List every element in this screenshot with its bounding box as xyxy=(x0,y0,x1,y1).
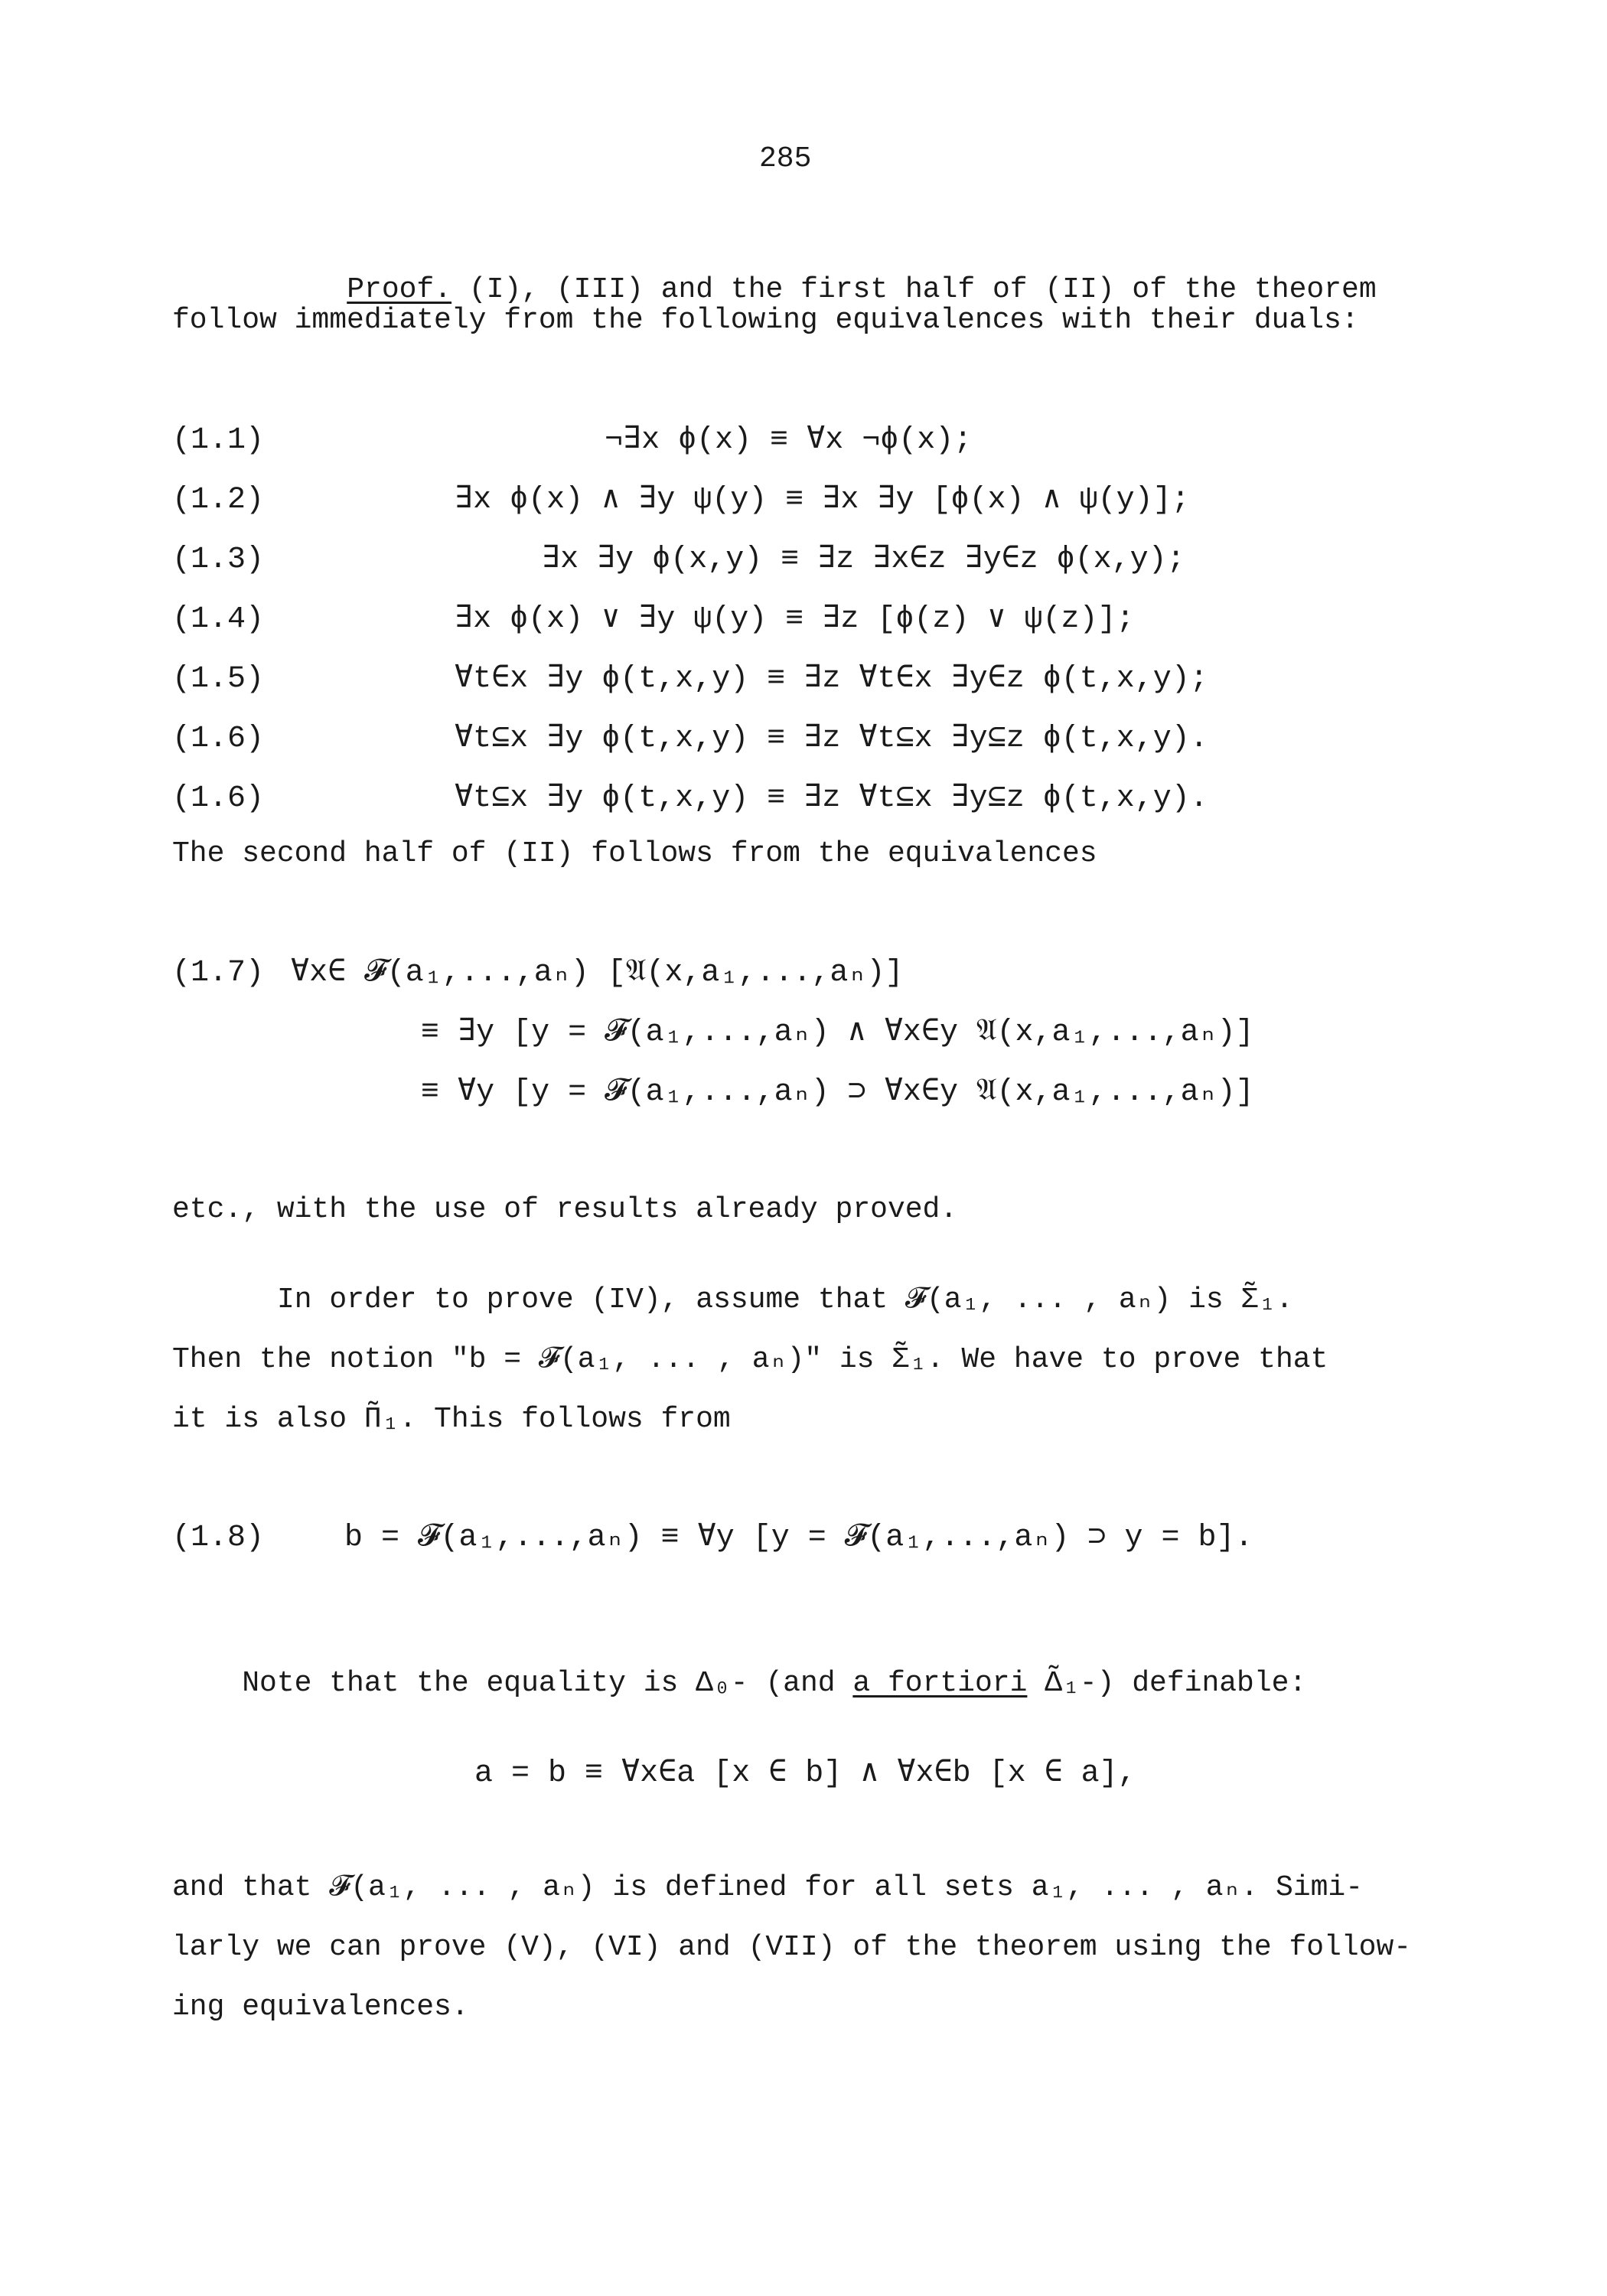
equation-formula: b = 𝓕(a₁,...,aₙ) ≡ ∀y [y = 𝓕(a₁,...,aₙ) ⊃ y = b]. xyxy=(344,1521,1253,1555)
a-fortiori-phrase: a fortiori xyxy=(852,1667,1028,1700)
paragraph-similarly-line-1: and that 𝓕(a₁, ... , aₙ) is defined for all sets a₁, ... , aₙ. Simi- xyxy=(172,1871,1364,1904)
equation-formula: ¬∃x ϕ(x) ≡ ∀x ¬ϕ(x); xyxy=(605,423,973,458)
equation-1-7-line-1: ∀x∈ 𝓕(a₁,...,aₙ) [𝔄(x,a₁,...,aₙ)] xyxy=(291,956,904,990)
equality-definition: a = b ≡ ∀x∈a [x ∈ b] ∧ ∀x∈b [x ∈ a], xyxy=(474,1756,1136,1791)
paragraph-similarly-line-3: ing equivalences. xyxy=(172,1991,469,2024)
paragraph-prove-iv-line-1: In order to prove (IV), assume that 𝓕(a₁, ... , aₙ) is Σ̃₁. xyxy=(277,1283,1293,1316)
equation-label: (1.8) xyxy=(172,1521,265,1555)
paragraph-prove-iv-line-3: it is also Π̃₁. This follows from xyxy=(172,1403,731,1436)
note-text-after: Δ̃₁-) definable: xyxy=(1027,1667,1307,1700)
equation-label: (1.1) xyxy=(172,423,265,458)
equation-formula: ∀t⊆x ∃y ϕ(t,x,y) ≡ ∃z ∀t⊆x ∃y⊆z ϕ(t,x,y). xyxy=(455,781,1208,816)
paragraph-similarly-line-2: larly we can prove (V), (VI) and (VII) of the theorem using the follow- xyxy=(172,1931,1412,1964)
equation-formula: ∃x ϕ(x) ∨ ∃y ψ(y) ≡ ∃z [ϕ(z) ∨ ψ(z)]; xyxy=(455,602,1135,637)
proof-label: Proof. xyxy=(347,273,452,306)
paragraph-proof-line-2: follow immediately from the following equivalences with their duals: xyxy=(172,304,1359,337)
equation-label: (1.4) xyxy=(172,602,265,637)
equation-label: (1.3) xyxy=(172,543,265,577)
equation-1-7-line-3: ≡ ∀y [y = 𝓕(a₁,...,aₙ) ⊃ ∀x∈y 𝔄(x,a₁,...,aₙ)] xyxy=(421,1075,1254,1110)
equation-formula: ∃x ϕ(x) ∧ ∃y ψ(y) ≡ ∃x ∃y [ϕ(x) ∧ ψ(y)]; xyxy=(455,483,1190,517)
paragraph-equality-note xyxy=(172,1640,1306,1727)
equation-label: (1.5) xyxy=(172,662,265,696)
note-text-before: Note that the equality is Δ₀- (and xyxy=(242,1667,853,1700)
equation-formula: ∀t⊆x ∃y ϕ(t,x,y) ≡ ∃z ∀t⊆x ∃y⊆z ϕ(t,x,y). xyxy=(455,722,1208,756)
equation-formula: ∃x ∃y ϕ(x,y) ≡ ∃z ∃x∈z ∃y∈z ϕ(x,y); xyxy=(542,543,1185,577)
proof-line-1-text: (I), (III) and the first half of (II) of the theorem xyxy=(451,273,1377,306)
equation-label: (1.6) xyxy=(172,722,265,756)
equation-label: (1.6) xyxy=(172,781,265,816)
page-number: 285 xyxy=(759,142,812,175)
paragraph-prove-iv-line-2: Then the notion "b = 𝓕(a₁, ... , aₙ)" is Σ̃₁. We have to prove that xyxy=(172,1343,1328,1376)
equation-1-7-line-2: ≡ ∃y [y = 𝓕(a₁,...,aₙ) ∧ ∀x∈y 𝔄(x,a₁,...,aₙ)] xyxy=(421,1016,1254,1050)
paragraph-second-half: The second half of (II) follows from the equivalences xyxy=(172,837,1097,870)
equation-label: (1.7) xyxy=(172,956,265,990)
paragraph-etc: etc., with the use of results already proved. xyxy=(172,1193,958,1226)
equation-label: (1.2) xyxy=(172,483,265,517)
equation-formula: ∀t∈x ∃y ϕ(t,x,y) ≡ ∃z ∀t∈x ∃y∈z ϕ(t,x,y); xyxy=(455,662,1208,696)
